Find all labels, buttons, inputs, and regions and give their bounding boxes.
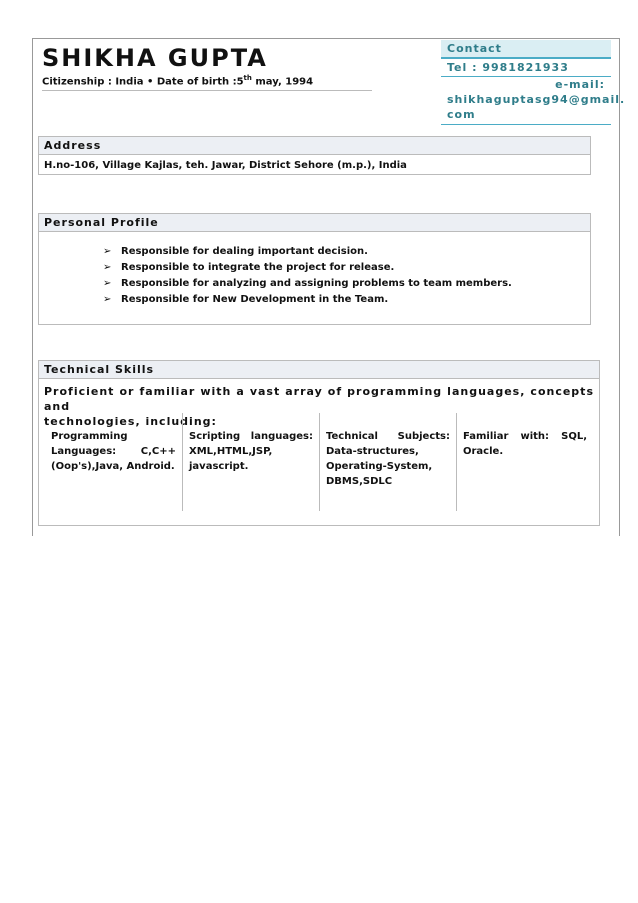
skill-column-familiar: Familiar with: SQL, Oracle.	[456, 413, 593, 511]
arrow-bullet-icon: ➢	[103, 262, 112, 273]
arrow-bullet-icon: ➢	[103, 246, 112, 257]
arrow-bullet-icon: ➢	[103, 294, 112, 305]
contact-tel: Tel : 9981821933	[441, 59, 611, 77]
contact-title: Contact	[441, 40, 611, 59]
dob-sup: th	[243, 74, 252, 82]
list-item-text: Responsible for analyzing and assigning problems to team members.	[121, 278, 512, 289]
list-item-text: Responsible to integrate the project for release.	[121, 262, 395, 273]
skills-title: Technical Skills	[39, 361, 599, 379]
profile-section	[38, 213, 591, 325]
dob-prefix: Date of birth :5	[156, 76, 244, 88]
skills-columns	[45, 413, 593, 511]
list-item	[103, 292, 590, 308]
skill-column-scripting: Scripting languages: XML,HTML,JSP, javascript.	[182, 413, 319, 511]
arrow-bullet-icon: ➢	[103, 278, 112, 289]
separator-dot: •	[146, 76, 154, 88]
skill-column-programming: Programming Languages: C,C++ (Oop's),Java, Android.	[51, 431, 176, 472]
address-text: H.no-106, Village Kajlas, teh. Jawar, District Sehore (m.p.), India	[44, 160, 407, 171]
profile-list	[39, 244, 590, 308]
list-item-text: Responsible for New Development in the Team.	[121, 294, 389, 305]
address-section	[38, 136, 591, 175]
email-line-2: com	[447, 108, 476, 121]
email-line-1: shikhaguptasg94@gmail.	[447, 93, 626, 106]
citizenship: Citizenship : India	[42, 76, 144, 88]
address-title: Address	[39, 137, 590, 155]
personal-details	[42, 74, 372, 91]
skill-column-technical: Technical Subjects: Data-structures, Operating-System, DBMS,SDLC	[319, 413, 456, 511]
list-item-text: Responsible for dealing important decision.	[121, 246, 368, 257]
email-label: e-mail:	[555, 78, 605, 91]
contact-box	[441, 40, 626, 125]
dob-suffix: may, 1994	[251, 76, 314, 88]
skills-section	[38, 360, 600, 526]
skills-intro-line-1: Proficient or familiar with a vast array of programming languages, concepts and	[44, 385, 594, 413]
contact-email[interactable]	[441, 77, 626, 125]
list-item	[103, 244, 590, 260]
list-item	[103, 276, 590, 292]
list-item	[103, 260, 590, 276]
profile-title: Personal Profile	[39, 214, 590, 232]
candidate-name: SHIKHA GUPTA	[42, 44, 268, 72]
skills-intro-line-2: technologies, including:	[44, 415, 217, 428]
